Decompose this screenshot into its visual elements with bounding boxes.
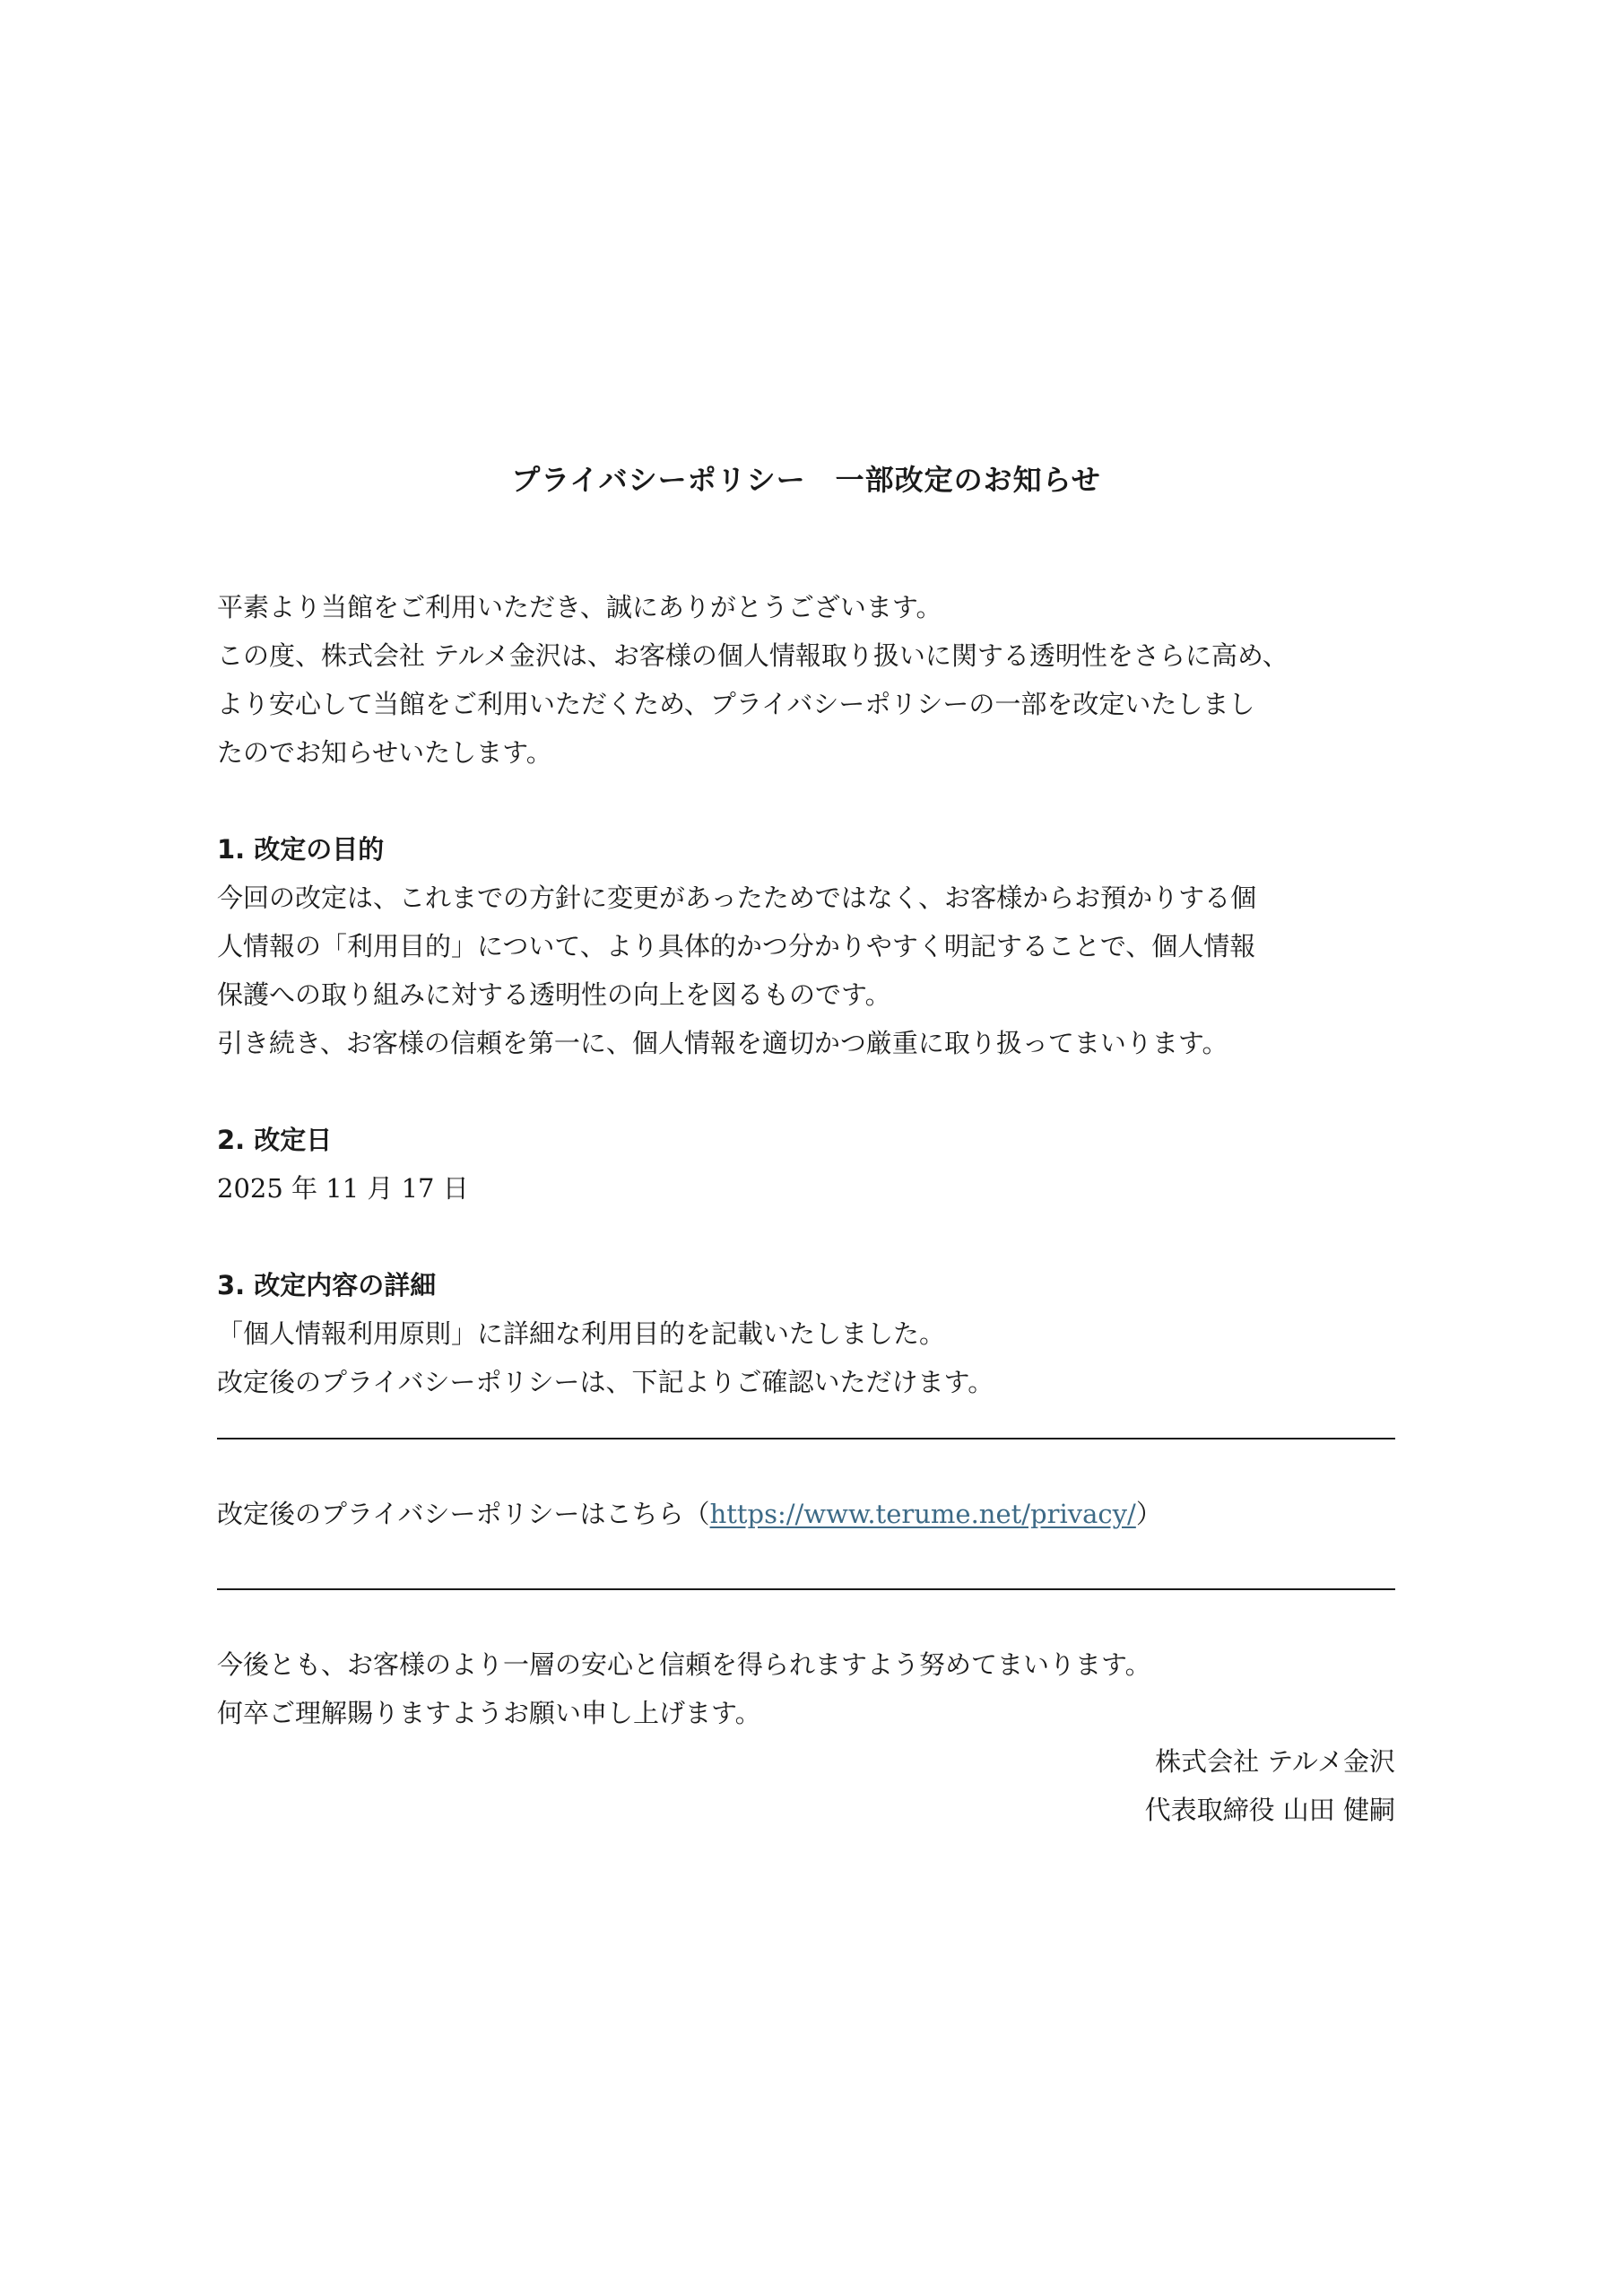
- section-heading: 2. 改定日: [217, 1125, 333, 1155]
- revision-date: 2025 年 11 月 17 日: [217, 1173, 469, 1204]
- signature-block: [217, 1737, 1395, 1834]
- section-heading: 1. 改定の目的: [217, 834, 385, 865]
- section-line: 引き続き、お客様の信頼を第一に、個人情報を適切かつ厳重に取り扱ってまいります。: [217, 1028, 1228, 1058]
- document-body: [217, 457, 1395, 1834]
- section-details: [217, 1261, 1395, 1406]
- company-name: 株式会社 テルメ金沢: [1155, 1746, 1395, 1777]
- section-line: 今回の改定は、これまでの方針に変更があったためではなく、お客様からお預かりする個: [217, 883, 1257, 913]
- section-line: 改定後のプライバシーポリシーは、下記よりご確認いただけます。: [217, 1367, 994, 1397]
- link-suffix: ）: [1135, 1499, 1162, 1529]
- section-date: [217, 1116, 1395, 1213]
- link-prefix: 改定後のプライバシーポリシーはこちら（: [217, 1499, 710, 1529]
- representative-name: 代表取締役 山田 健嗣: [1144, 1795, 1395, 1825]
- closing-line: 今後とも、お客様のより一層の安心と信頼を得られますよう努めてまいります。: [217, 1649, 1151, 1680]
- page-title: プライバシーポリシー 一部改定のお知らせ: [511, 463, 1101, 497]
- intro-line: たのでお知らせいたします。: [217, 737, 552, 768]
- intro-line: より安心して当館をご利用いただくため、プライバシーポリシーの一部を改定いたしまし: [217, 689, 1255, 719]
- divider-top: [217, 1438, 1395, 1439]
- section-purpose: [217, 825, 1395, 1067]
- privacy-policy-link[interactable]: https://www.terume.net/privacy/: [709, 1499, 1136, 1529]
- section-heading: 3. 改定内容の詳細: [217, 1270, 437, 1300]
- intro-line: この度、株式会社 テルメ金沢は、お客様の個人情報取り扱いに関する透明性をさらに高め、: [217, 640, 1289, 671]
- section-line: 人情報の「利用目的」について、より具体的かつ分かりやすく明記することで、個人情報: [217, 931, 1256, 961]
- closing-paragraph: [217, 1640, 1395, 1737]
- divider-bottom: [217, 1588, 1395, 1590]
- closing-line: 何卒ご理解賜りますようお願い申し上げます。: [217, 1698, 761, 1728]
- privacy-link-row: [217, 1490, 1395, 1538]
- intro-line: 平素より当館をご利用いただき、誠にありがとうございます。: [217, 592, 942, 622]
- section-line: 保護への取り組みに対する透明性の向上を図るものです。: [217, 979, 891, 1010]
- intro-paragraph: [217, 583, 1395, 777]
- section-line: 「個人情報利用原則」に詳細な利用目的を記載いたしました。: [217, 1318, 946, 1349]
